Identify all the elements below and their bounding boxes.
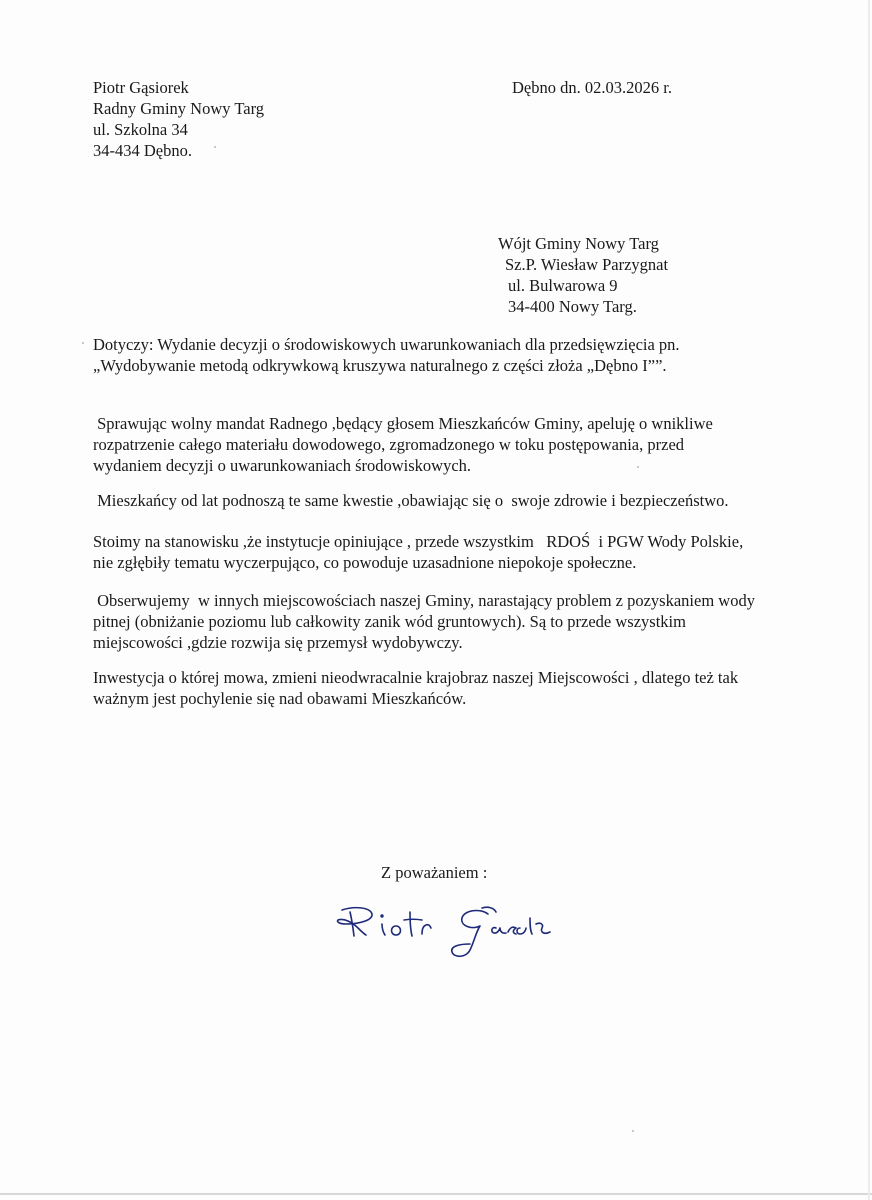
- paragraph-line: Obserwujemy w innych miejscowościach naszej Gminy, narastający problem z pozyskaniem wody: [93, 591, 755, 610]
- subject-line: [93, 334, 680, 376]
- scan-speck: [214, 146, 216, 148]
- paragraph-institutions: [93, 531, 743, 573]
- sender-address: [93, 77, 264, 161]
- sender-city: 34-434 Dębno.: [93, 141, 192, 160]
- recipient-name: Sz.P. Wiesław Parzygnat: [505, 255, 669, 274]
- paragraph-line: rozpatrzenie całego materiału dowodowego, zgromadzonego w toku postępowania, przed: [93, 435, 685, 454]
- scan-right-edge: [868, 0, 870, 1200]
- scan-speck: [637, 466, 639, 468]
- paragraph-residents: [93, 490, 729, 511]
- paragraph-line: Mieszkańcy od lat podnoszą te same kwestie ,obawiając się o swoje zdrowie i bezpieczeństwo.: [93, 491, 729, 510]
- recipient-street: ul. Bulwarowa 9: [508, 276, 618, 295]
- paragraph-line: pitnej (obniżanie poziomu lub całkowity zanik wód gruntowych). Są to przede wszystkim: [93, 612, 686, 631]
- recipient-city: 34-400 Nowy Targ.: [508, 297, 637, 316]
- recipient-address: [498, 233, 668, 317]
- sender-street: ul. Szkolna 34: [93, 120, 188, 139]
- paragraph-line: Inwestycja o której mowa, zmieni nieodwracalnie krajobraz naszej Miejscowości , dlatego też tak: [93, 668, 739, 687]
- subject-line-2: „Wydobywanie metodą odkrywkową kruszywa naturalnego z części złoża „Dębno I””.: [93, 356, 667, 375]
- paragraph-water: [93, 590, 755, 653]
- paragraph-line: miejscowości ,gdzie rozwija się przemysł wydobywczy.: [93, 633, 463, 652]
- paragraph-line: nie zgłębiły tematu wyczerpująco, co powoduje uzasadnione niepokoje społeczne.: [93, 553, 637, 572]
- scan-speck: [632, 1130, 634, 1132]
- closing-salutation: Z poważaniem :: [381, 863, 488, 882]
- paragraph-landscape: [93, 667, 738, 709]
- handwritten-signature: [330, 898, 580, 968]
- paragraph-line: wydaniem decyzji o uwarunkowaniach środowiskowych.: [93, 456, 472, 475]
- scan-speck: [82, 342, 84, 344]
- scan-bottom-edge: [0, 1193, 872, 1195]
- sender-title: Radny Gminy Nowy Targ: [93, 99, 265, 118]
- sender-name: Piotr Gąsiorek: [93, 78, 189, 97]
- paragraph-line: Stoimy na stanowisku ,że instytucje opiniujące , przede wszystkim RDOŚ i PGW Wody Polskie,: [93, 532, 744, 551]
- paragraph-line: ważnym jest pochylenie się nad obawami Mieszkańców.: [93, 689, 467, 708]
- paragraph-mandate: [93, 413, 713, 476]
- letter-date: Dębno dn. 02.03.2026 r.: [512, 78, 672, 97]
- recipient-office: Wójt Gminy Nowy Targ: [498, 234, 659, 253]
- paragraph-line: Sprawując wolny mandat Radnego ,będący głosem Mieszkańców Gminy, apeluję o wnikliwe: [93, 414, 713, 433]
- subject-line-1: Dotyczy: Wydanie decyzji o środowiskowych uwarunkowaniach dla przedsięwzięcia pn.: [93, 335, 680, 354]
